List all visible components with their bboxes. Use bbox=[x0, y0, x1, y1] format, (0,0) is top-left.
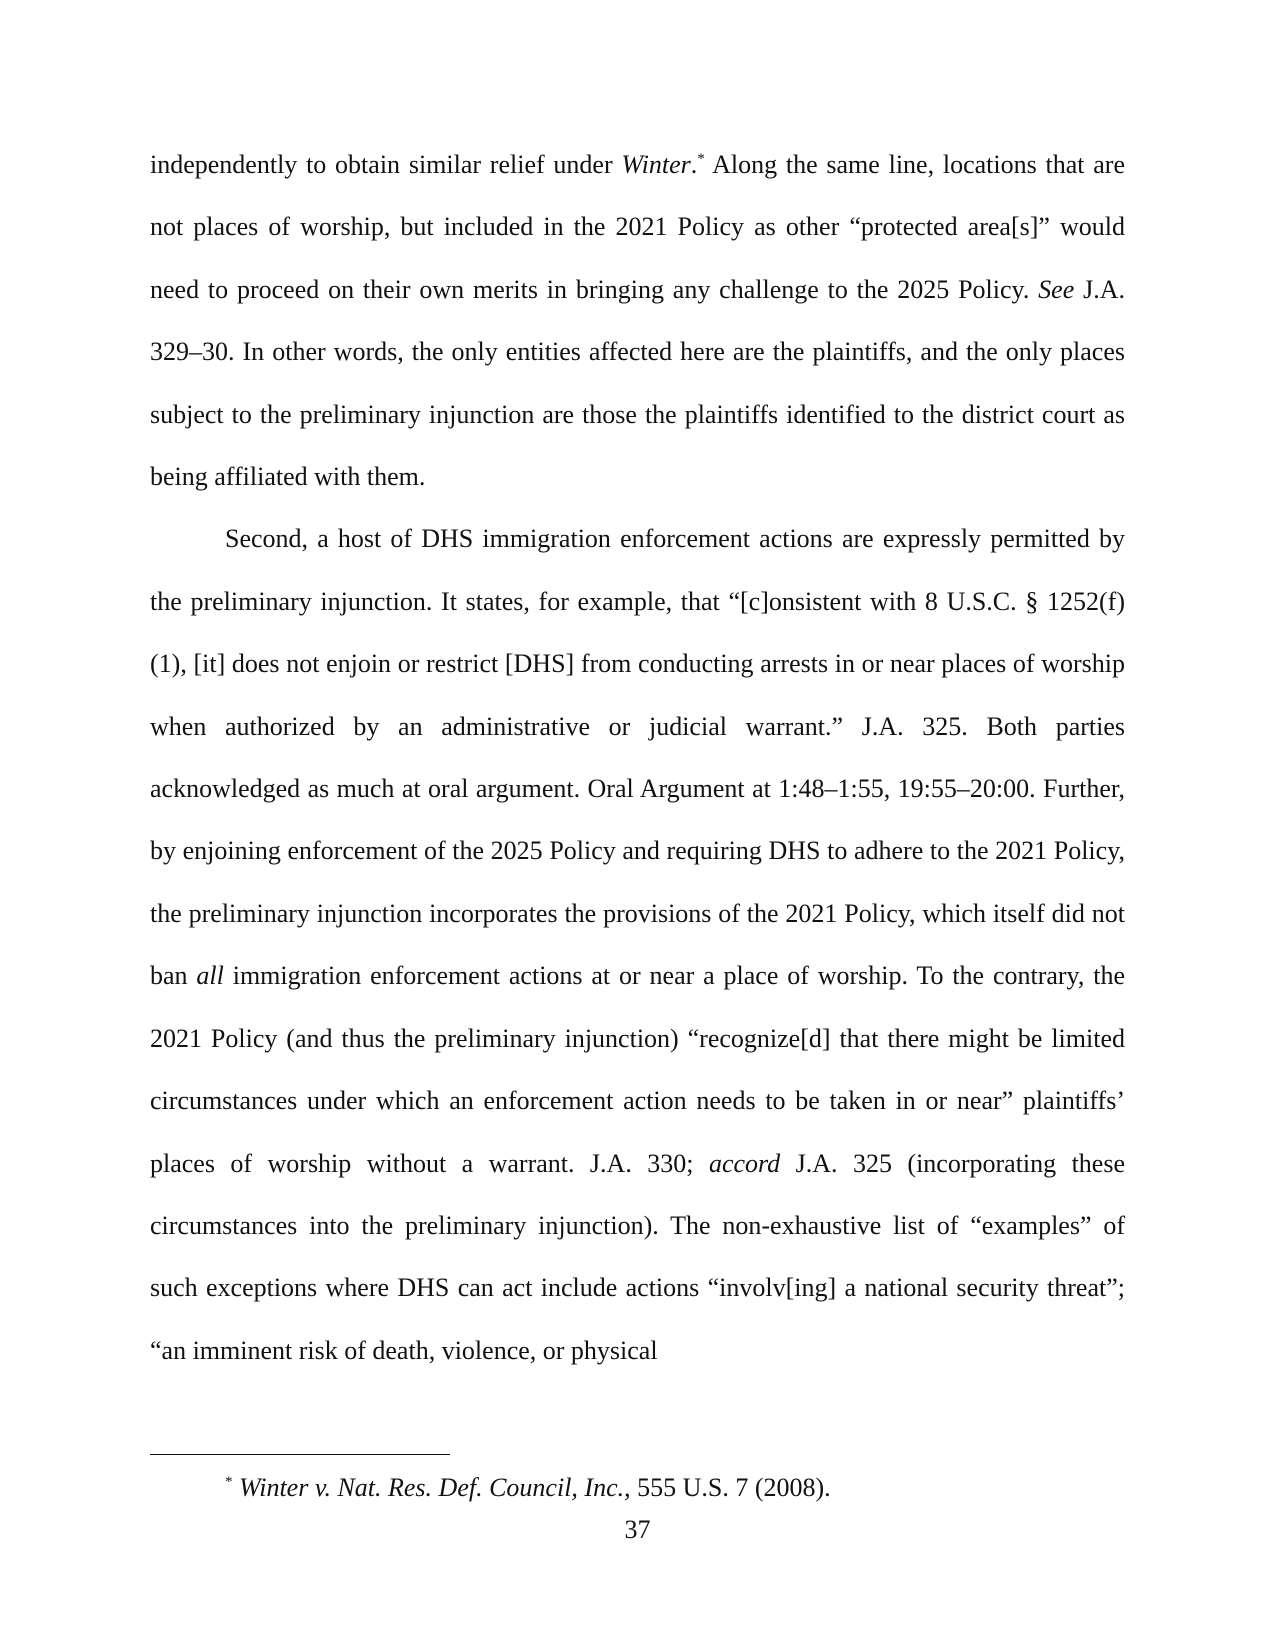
accord-signal-italic: accord bbox=[708, 1148, 781, 1178]
body-text bbox=[150, 134, 1125, 1382]
paragraph-1-text-d: J.A. 329–30. In other words, the only entities affected here are the plaintiffs, and the only places subject to the preliminary injunction are those the plaintiffs identified to the district court as being affiliated with them. bbox=[150, 274, 1125, 492]
paragraph-1-text-c: Along the same line, locations that are not places of worship, but included in the 2021 Policy as other “protected area[s]” would need to proceed on their own merits in bringing any challenge to the 2025 Policy. bbox=[150, 150, 1125, 304]
all-emphasis-italic: all bbox=[196, 961, 224, 991]
footnote-reference-mark: * bbox=[697, 151, 705, 167]
footnote-citation: , 555 U.S. 7 (2008). bbox=[624, 1473, 831, 1502]
winter-case-italic: Winter bbox=[621, 150, 691, 179]
paragraph-2-text-a: Second, a host of DHS immigration enforcement actions are expressly permitted by the preliminary injunction. It states, for example, that “[c]onsistent with 8 U.S.C. § 1252(f)(1), [it] does not enjoin or restrict [DHS] from conducting arrests in or near places of worship when authorized by an administrative or judicial warrant.” J.A. 325. Both parties acknowledged as much at oral argument. Oral Argument at 1:48–1:55, 19:55–20:00. Further, by enjoining enforcement of the 2025 Policy and requiring DHS to adhere to the 2021 Policy, the preliminary injunction incorporates the provisions of the 2021 Policy, which itself did not ban bbox=[150, 524, 1125, 991]
paragraph-1-text-b: . bbox=[690, 150, 698, 179]
page-number: 37 bbox=[624, 1515, 651, 1544]
footnote bbox=[225, 1470, 831, 1506]
paragraph-2-text-c: J.A. 325 (incorporating these circumstances into the preliminary injunction). The non-exhaustive list of “examples” of such exceptions where DHS can act include actions “involv[ing] a national security threat”; “an imminent risk of death, violence, or physical bbox=[150, 1148, 1126, 1365]
paragraph-2-text-b: immigration enforcement actions at or near a place of worship. To the contrary, the 2021 Policy (and thus the preliminary injunction) “recognize[d] that there might be limited circumstances under which an enforcement action needs to be taken in or near” plaintiffs’ places of worship without a warrant. J.A. 330; bbox=[150, 961, 1125, 1178]
see-signal-italic: See bbox=[1038, 274, 1075, 304]
footnote-mark: * bbox=[225, 1474, 233, 1490]
paragraph-2 bbox=[150, 508, 1125, 1382]
footnote-case-name: Winter v. Nat. Res. Def. Council, Inc. bbox=[239, 1473, 625, 1502]
paragraph-1 bbox=[150, 134, 1125, 508]
paragraph-1-text-a: independently to obtain similar relief under bbox=[150, 150, 622, 179]
footnote-separator bbox=[150, 1454, 450, 1455]
